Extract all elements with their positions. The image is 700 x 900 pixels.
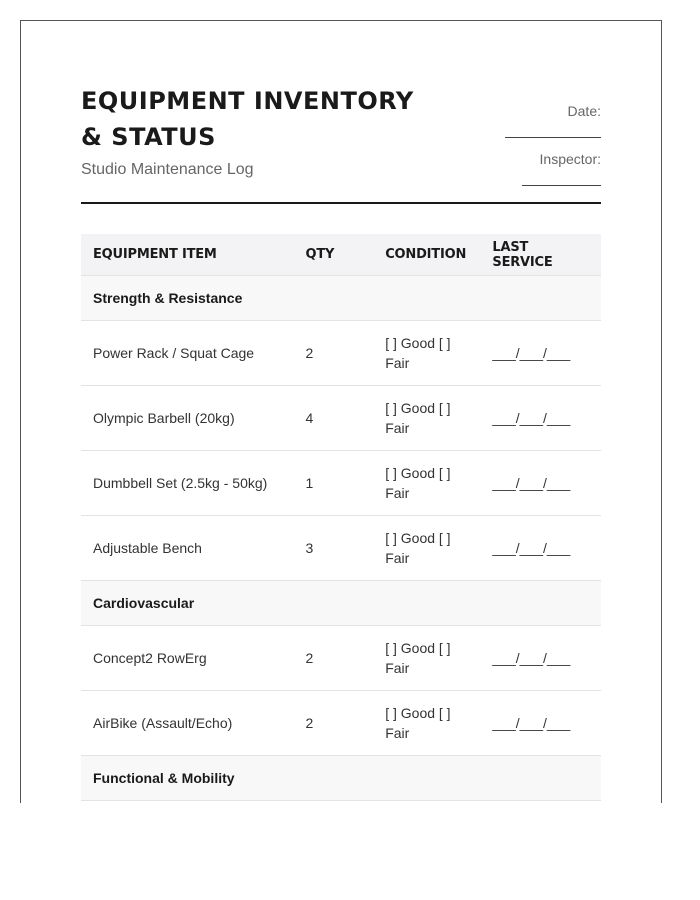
table-row bbox=[81, 386, 601, 451]
document-header bbox=[81, 83, 601, 203]
item-qty: 2 bbox=[294, 691, 374, 756]
category-label: Cardiovascular bbox=[81, 581, 601, 626]
inspector-label: Inspector: bbox=[539, 151, 601, 167]
header-divider bbox=[81, 202, 601, 204]
table-row bbox=[81, 451, 601, 516]
item-qty: 2 bbox=[294, 626, 374, 691]
document-subtitle: Studio Maintenance Log bbox=[81, 161, 254, 178]
item-qty: 3 bbox=[294, 516, 374, 581]
date-blank-line bbox=[505, 137, 601, 138]
item-last-service: ___/___/___ bbox=[480, 321, 601, 386]
column-header-last-service: LAST SERVICE bbox=[480, 234, 601, 276]
table-row bbox=[81, 691, 601, 756]
item-last-service: ___/___/___ bbox=[480, 626, 601, 691]
item-condition: [ ] Good [ ] Fair bbox=[373, 626, 480, 691]
item-last-service: ___/___/___ bbox=[480, 386, 601, 451]
category-row bbox=[81, 581, 601, 626]
category-row bbox=[81, 756, 601, 801]
inventory-table bbox=[81, 234, 601, 801]
item-condition: [ ] Good [ ] Fair bbox=[373, 321, 480, 386]
category-row bbox=[81, 276, 601, 321]
table-header-row bbox=[81, 234, 601, 276]
item-qty: 2 bbox=[294, 321, 374, 386]
item-last-service: ___/___/___ bbox=[480, 516, 601, 581]
item-condition: [ ] Good [ ] Fair bbox=[373, 691, 480, 756]
table-row bbox=[81, 516, 601, 581]
document-title: EQUIPMENT INVENTORY & STATUS bbox=[81, 87, 414, 151]
document-page bbox=[20, 20, 662, 803]
item-name: AirBike (Assault/Echo) bbox=[81, 691, 294, 756]
inspector-blank-line bbox=[522, 185, 601, 186]
category-label: Strength & Resistance bbox=[81, 276, 601, 321]
item-name: Power Rack / Squat Cage bbox=[81, 321, 294, 386]
item-name: Dumbbell Set (2.5kg - 50kg) bbox=[81, 451, 294, 516]
item-name: Adjustable Bench bbox=[81, 516, 294, 581]
item-last-service: ___/___/___ bbox=[480, 691, 601, 756]
date-label: Date: bbox=[567, 103, 601, 119]
item-name: Olympic Barbell (20kg) bbox=[81, 386, 294, 451]
item-condition: [ ] Good [ ] Fair bbox=[373, 516, 480, 581]
column-header-condition: CONDITION bbox=[373, 234, 480, 276]
item-condition: [ ] Good [ ] Fair bbox=[373, 386, 480, 451]
item-qty: 1 bbox=[294, 451, 374, 516]
column-header-item: EQUIPMENT ITEM bbox=[81, 234, 294, 276]
item-name: Concept2 RowErg bbox=[81, 626, 294, 691]
table-row bbox=[81, 321, 601, 386]
table-row bbox=[81, 626, 601, 691]
item-qty: 4 bbox=[294, 386, 374, 451]
item-condition: [ ] Good [ ] Fair bbox=[373, 451, 480, 516]
item-last-service: ___/___/___ bbox=[480, 451, 601, 516]
signoff-fields bbox=[481, 103, 601, 186]
category-label: Functional & Mobility bbox=[81, 756, 601, 801]
column-header-qty: QTY bbox=[294, 234, 374, 276]
